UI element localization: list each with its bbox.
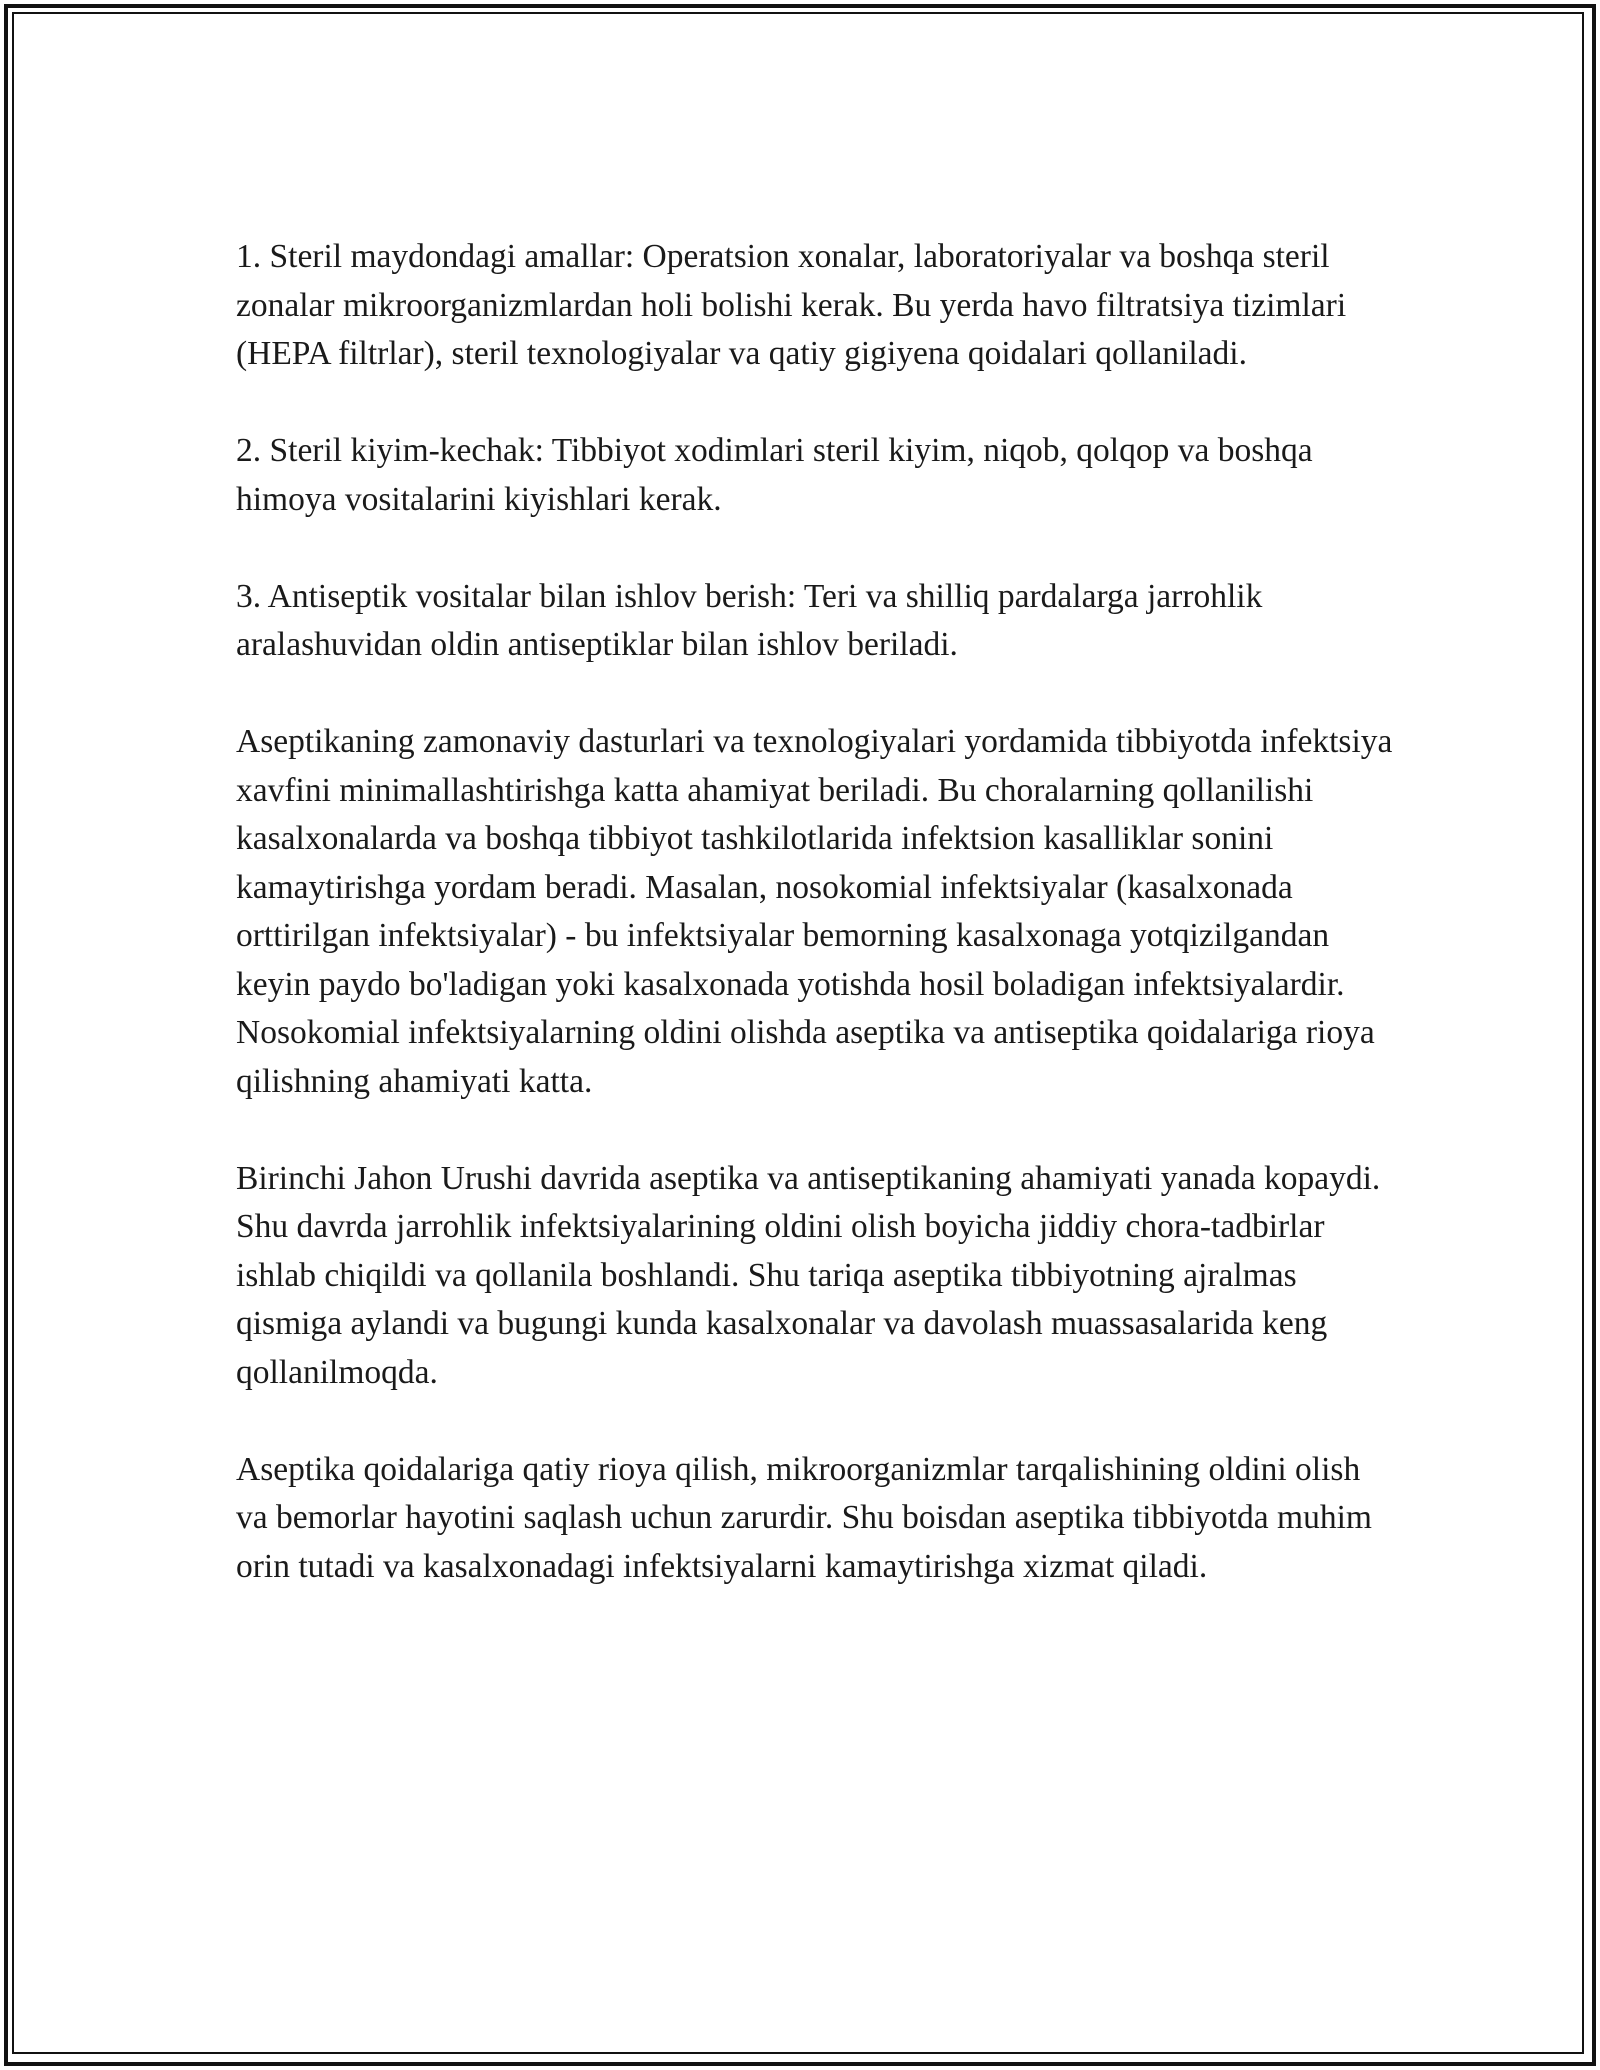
paragraph-world-war: Birinchi Jahon Urushi davrida aseptika va antiseptikaning ahamiyati yanada kopaydi. Shu davrda jarrohlik infektsiyalarining oldini olish boyicha jiddiy chora-tadbirlar ishlab chiqildi va qollanila boshlandi. Shu tariqa aseptika tibbiyotning ajralmas qismiga aylandi va bugungi kunda kasalxonalar va davolash muassasalarida keng qollanilmoqda. (236, 1159, 1381, 1391)
document-body (236, 233, 1396, 1591)
paragraph-antiseptic-treatment: 3. Antiseptik vositalar bilan ishlov berish: Teri va shilliq pardalarga jarrohlik aralashuvidan oldin antiseptiklar bilan ishlov beriladi. (236, 577, 1263, 663)
paragraph-sterile-clothing: 2. Steril kiyim-kechak: Tibbiyot xodimlari steril kiyim, niqob, qolqop va boshqa himoya vositalarini kiyishlari kerak. (236, 432, 1313, 518)
paragraph-sterile-field: 1. Steril maydondagi amallar: Operatsion xonalar, laboratoriyalar va boshqa steril zonalar mikroorganizmlardan holi bolishi kerak. Bu yerda havo filtratsiya tizimlari (HEPA filtrlar), steril texnologiyalar va qatiy gigiyena qoidalari qollaniladi. (236, 238, 1347, 372)
paragraph-conclusion: Aseptika qoidalariga qatiy rioya qilish, mikroorganizmlar tarqalishining oldini olish va bemorlar hayotini saqlash uchun zarurdir. Shu boisdan aseptika tibbiyotda muhim orin tutadi va kasalxonadagi infektsiyalarni kamaytirishga xizmat qiladi. (236, 1450, 1372, 1585)
paragraph-modern-asepsis: Aseptikaning zamonaviy dasturlari va texnologiyalari yordamida tibbiyotda infektsiya xavfini minimallashtirishga katta ahamiyat beriladi. Bu choralarning qollanilishi kasalxonalarda va boshqa tibbiyot tashkilotlarida infektsion kasalliklar sonini kamaytirishga yordam beradi. Masalan, nosokomial infektsiyalar (kasalxonada orttirilgan infektsiyalar) - bu infektsiyalar bemorning kasalxonaga yotqizilgandan keyin paydo bo'ladigan yoki kasalxonada yotishda hosil boladigan infektsiyalardir. Nosokomial infektsiyalarning oldini olishda aseptika va antiseptika qoidalariga rioya qilishning ahamiyati katta. (236, 723, 1393, 1100)
